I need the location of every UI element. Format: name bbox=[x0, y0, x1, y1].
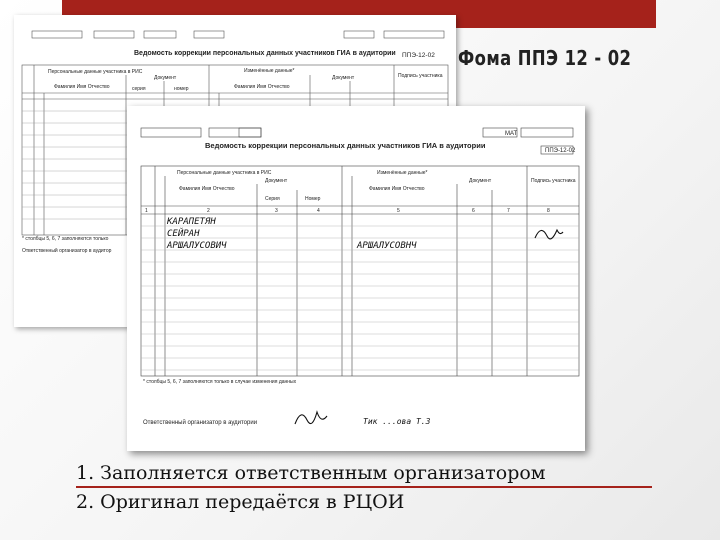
back-col-doc-2: Документ bbox=[332, 75, 355, 81]
column-number: 3 bbox=[275, 208, 278, 214]
back-col-signature: Подпись участника bbox=[398, 73, 443, 79]
back-col-doc: Документ bbox=[154, 75, 177, 81]
column-number: 4 bbox=[317, 208, 320, 214]
caption-divider bbox=[76, 486, 652, 488]
front-heading: Ведомость коррекции персональных данных участников ГИА в аудитории bbox=[205, 141, 486, 150]
front-col-number: Номер bbox=[305, 196, 321, 202]
hand-patronymic: АРШАЛУСОВИЧ bbox=[167, 241, 227, 251]
participant-signature bbox=[535, 230, 563, 239]
hand-organizer: Тик ...ова Т.З bbox=[363, 417, 431, 426]
caption-line-1: 1. Заполняется ответственным организатором bbox=[76, 462, 546, 484]
front-col-personal: Персональные данные участника в РИС bbox=[177, 170, 272, 176]
back-col-changed: Изменённые данные* bbox=[244, 68, 295, 74]
back-footnote: * столбцы 5, 6, 7 заполняются только bbox=[22, 236, 109, 242]
organizer-signature bbox=[295, 412, 327, 424]
front-form-drawing bbox=[127, 106, 585, 451]
front-form-scan bbox=[127, 106, 585, 451]
back-col-number: номер bbox=[174, 86, 189, 92]
front-col-changed: Изменённые данные* bbox=[377, 170, 428, 176]
front-organizer: Ответственный организатор в аудитории bbox=[143, 420, 258, 426]
front-col-fio-2: Фамилия Имя Отчество bbox=[369, 186, 425, 192]
column-number: 6 bbox=[472, 208, 475, 214]
hand-surname: КАРАПЕТЯН bbox=[167, 217, 216, 227]
front-form-code: ППЭ-12-02 bbox=[545, 148, 576, 154]
front-col-series: Серия bbox=[265, 196, 280, 202]
front-col-doc-2: Документ bbox=[469, 178, 492, 184]
front-col-fio: Фамилия Имя Отчество bbox=[179, 186, 235, 192]
hand-name: СЕЙРАН bbox=[167, 229, 200, 239]
front-footnote: * столбцы 5, 6, 7 заполняются только в случае изменения данных bbox=[143, 379, 297, 385]
back-col-personal: Персональные данные участника в РИС bbox=[48, 69, 143, 75]
column-number: 7 bbox=[507, 208, 510, 214]
column-number: 1 bbox=[145, 208, 148, 214]
column-number: 2 bbox=[207, 208, 210, 214]
back-heading: Ведомость коррекции персональных данных участников ГИА в аудитории bbox=[134, 50, 396, 57]
back-form-code: ППЭ-12-02 bbox=[402, 52, 435, 59]
caption-line-2: 2. Оригинал передаётся в РЦОИ bbox=[76, 491, 405, 513]
slide-title: Фома ППЭ 12 - 02 bbox=[458, 46, 632, 70]
front-col-signature: Подпись участника bbox=[531, 178, 576, 184]
back-col-fio-2: Фамилия Имя Отчество bbox=[234, 84, 290, 90]
front-col-doc: Документ bbox=[265, 178, 288, 184]
back-organizer: Ответственный организатор в аудитор bbox=[22, 248, 112, 254]
column-number: 5 bbox=[397, 208, 400, 214]
back-col-series: серия bbox=[132, 86, 146, 92]
hand-changed: АРШАЛУСОВНЧ bbox=[357, 241, 417, 251]
column-number: 8 bbox=[547, 208, 550, 214]
back-col-fio: Фамилия Имя Отчество bbox=[54, 84, 110, 90]
front-date: МАТ bbox=[505, 131, 518, 137]
